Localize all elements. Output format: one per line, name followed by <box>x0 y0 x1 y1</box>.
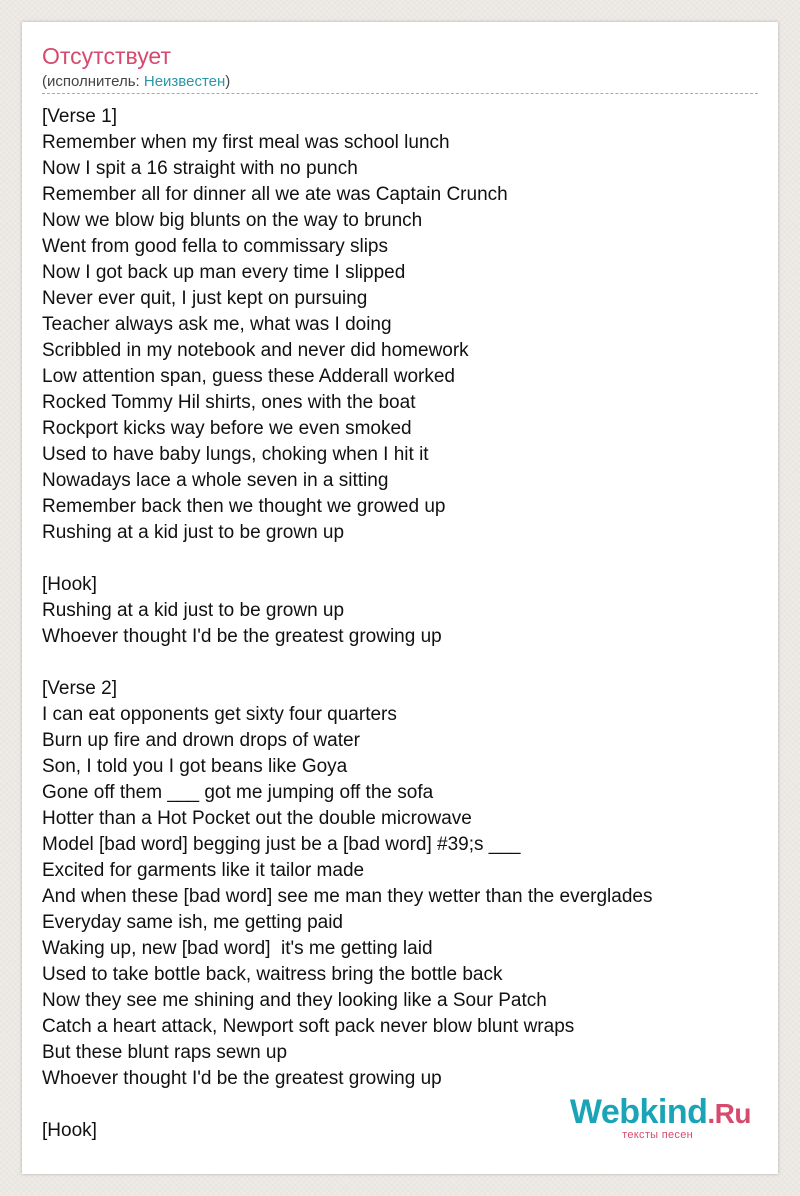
lyric-blank-line <box>42 546 758 572</box>
lyric-line: Used to have baby lungs, choking when I hit it <box>42 444 429 465</box>
lyric-line: [Verse 2] <box>42 678 117 699</box>
lyric-line: Remember when my first meal was school lunch <box>42 132 450 153</box>
lyric-line: Rushing at a kid just to be grown up <box>42 600 345 621</box>
lyric-line: Waking up, new [bad word] it's me getting laid <box>42 938 433 959</box>
lyric-line: Remember all for dinner all we ate was Captain Crunch <box>42 184 508 205</box>
lyric-line: Rocked Tommy Hil shirts, ones with the boat <box>42 392 416 413</box>
lyric-line: But these blunt raps sewn up <box>42 1042 288 1063</box>
lyric-line: Son, I told you I got beans like Goya <box>42 756 348 777</box>
lyric-line: Excited for garments like it tailor made <box>42 860 365 881</box>
artist-suffix: ) <box>225 73 231 90</box>
lyric-line: Nowadays lace a whole seven in a sitting <box>42 470 389 491</box>
lyric-line: Model [bad word] begging just be a [bad word] #39;s ___ <box>42 834 521 855</box>
lyric-line: Rushing at a kid just to be grown up <box>42 522 345 543</box>
lyric-line: And when these [bad word] see me man they wetter than the everglades <box>42 886 653 907</box>
lyric-line: Low attention span, guess these Adderall worked <box>42 366 455 387</box>
lyric-line: [Hook] <box>42 574 97 595</box>
webkind-logo <box>551 1090 751 1150</box>
lyric-line: [Verse 1] <box>42 106 117 127</box>
lyric-line: Never ever quit, I just kept on pursuing <box>42 288 368 309</box>
lyric-line: Now we blow big blunts on the way to brunch <box>42 210 423 231</box>
lyric-line: Used to take bottle back, waitress bring the bottle back <box>42 964 503 985</box>
lyric-blank-line <box>42 650 758 676</box>
logo-tagline: тексты песен <box>622 1129 693 1141</box>
lyric-line: Now they see me shining and they looking like a Sour Patch <box>42 990 547 1011</box>
lyric-line: Whoever thought I'd be the greatest growing up <box>42 1068 442 1089</box>
lyric-line: Whoever thought I'd be the greatest growing up <box>42 626 442 647</box>
artist-name-link[interactable]: Неизвестен <box>143 73 226 90</box>
lyric-line: [Hook] <box>42 1120 97 1141</box>
song-header <box>42 42 758 94</box>
lyric-line: I can eat opponents get sixty four quarters <box>42 704 397 725</box>
lyric-line: Catch a heart attack, Newport soft pack never blow blunt wraps <box>42 1016 575 1037</box>
lyric-line: Everyday same ish, me getting paid <box>42 912 343 933</box>
lyric-line: Hotter than a Hot Pocket out the double microwave <box>42 808 472 829</box>
artist-prefix: (исполнитель: <box>42 73 144 90</box>
lyric-line: Teacher always ask me, what was I doing <box>42 314 392 335</box>
lyric-line: Rockport kicks way before we even smoked <box>42 418 412 439</box>
lyric-line: Went from good fella to commissary slips <box>42 236 388 257</box>
lyric-line: Now I spit a 16 straight with no punch <box>42 158 358 179</box>
lyric-line: Gone off them ___ got me jumping off the sofa <box>42 782 434 803</box>
lyric-line: Remember back then we thought we growed up <box>42 496 446 517</box>
artist-line <box>42 72 758 94</box>
song-title: Отсутствует <box>42 43 171 69</box>
lyric-line: Scribbled in my notebook and never did homework <box>42 340 469 361</box>
lyrics-text <box>42 104 758 1144</box>
lyric-line: Now I got back up man every time I slipped <box>42 262 406 283</box>
logo-word: Webkind <box>569 1093 708 1131</box>
logo-tld: .Ru <box>707 1098 751 1129</box>
lyrics-card <box>22 22 778 1174</box>
lyric-line: Burn up fire and drown drops of water <box>42 730 360 751</box>
